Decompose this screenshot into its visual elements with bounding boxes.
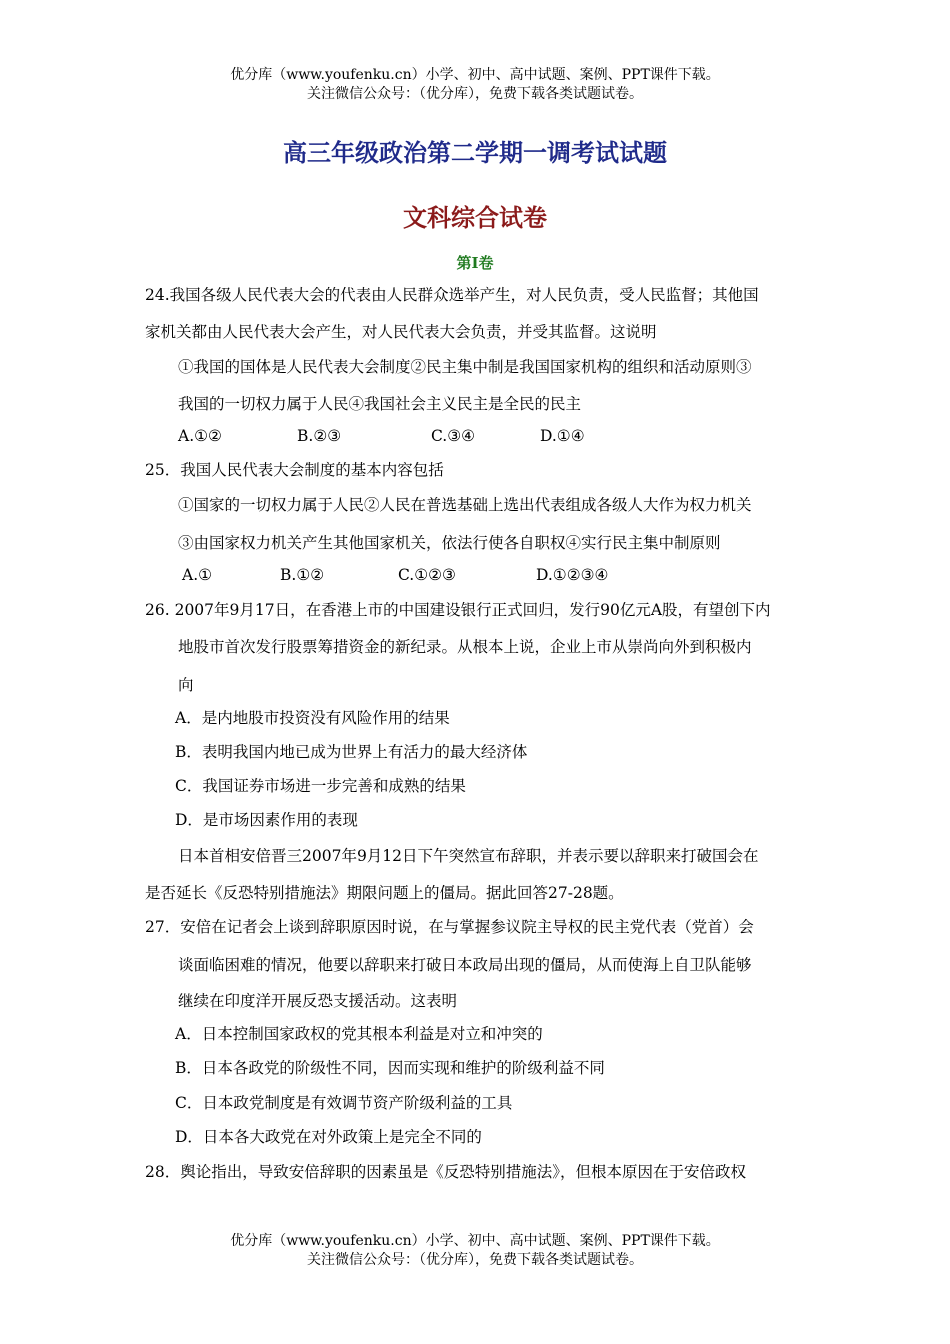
question-26-option-d: D．是市场因素作用的表现 [175,811,358,829]
question-24-option-b: B.②③ [297,427,342,445]
section-heading: 第Ⅰ卷 [456,254,494,272]
page-title: 高三年级政治第二学期一调考试试题 [283,138,667,167]
question-24-option-c: C.③④ [431,427,476,445]
question-27-line-3: 继续在印度洋开展反恐支援活动。这表明 [178,992,458,1010]
question-27-option-a: A．日本控制国家政权的党其根本利益是对立和冲突的 [175,1025,543,1043]
material-line-2: 是否延长《反恐特别措施法》期限问题上的僵局。据此回答27-28题。 [145,884,624,902]
question-26-line-1: 26. 2007年9月17日，在香港上市的中国建设银行正式回归，发行90亿元A股，有望创下内 [145,601,771,619]
question-24-line-1: 24.我国各级人民代表大会的代表由人民群众选举产生，对人民负责，受人民监督；其他国 [145,286,759,304]
question-24-option-d: D.①④ [540,427,585,445]
header-line-1: 优分库（www.youfenku.cn）小学、初中、高中试题、案例、PPT课件下载。 [230,67,720,83]
question-27-option-c: C．日本政党制度是有效调节资产阶级利益的工具 [175,1094,513,1112]
question-24-statement-2: 我国的一切权力属于人民④我国社会主义民主是全民的民主 [178,395,582,413]
question-25-option-c: C.①②③ [398,566,456,584]
question-26-option-b: B．表明我国内地已成为世界上有活力的最大经济体 [175,743,528,761]
question-25-option-a: A.① [182,566,213,584]
question-26-option-c: C．我国证券市场进一步完善和成熟的结果 [175,777,466,795]
page-subtitle: 文科综合试卷 [403,203,547,232]
question-25-statement-1: ①国家的一切权力属于人民②人民在普选基础上选出代表组成各级人大作为权力机关 [178,496,752,514]
question-27-option-b: B．日本各政党的阶级性不同，因而实现和维护的阶级利益不同 [175,1059,605,1077]
question-24-line-2: 家机关都由人民代表大会产生，对人民代表大会负责，并受其监督。这说明 [145,323,657,341]
question-25-option-b: B.①② [280,566,325,584]
question-26-option-a: A．是内地股市投资没有风险作用的结果 [175,709,450,727]
footer-line-2: 关注微信公众号：（优分库），免费下载各类试题试卷。 [307,1252,643,1268]
question-25-line-1: 25．我国人民代表大会制度的基本内容包括 [145,461,444,479]
header-line-2: 关注微信公众号：（优分库），免费下载各类试题试卷。 [307,86,643,102]
question-25-option-d: D.①②③④ [536,566,609,584]
question-27-line-1: 27．安倍在记者会上谈到辞职原因时说，在与掌握参议院主导权的民主党代表（党首）会 [145,918,754,936]
question-27-option-d: D．日本各大政党在对外政策上是完全不同的 [175,1128,482,1146]
footer-line-1: 优分库（www.youfenku.cn）小学、初中、高中试题、案例、PPT课件下载。 [230,1233,720,1249]
material-line-1: 日本首相安倍晋三2007年9月12日下午突然宣布辞职，并表示要以辞职来打破国会在 [178,847,759,865]
question-26-line-3: 向 [178,676,194,694]
question-26-line-2: 地股市首次发行股票筹措资金的新纪录。从根本上说，企业上市从崇尚向外到积极内 [178,638,752,656]
question-24-option-a: A.①② [178,427,222,445]
question-25-statement-2: ③由国家权力机关产生其他国家机关，依法行使各自职权④实行民主集中制原则 [178,534,721,552]
question-28-line-1: 28．舆论指出，导致安倍辞职的因素虽是《反恐特别措施法》，但根本原因在于安倍政权 [145,1163,746,1181]
question-24-statement-1: ①我国的国体是人民代表大会制度②民主集中制是我国国家机构的组织和活动原则③ [178,358,752,376]
question-27-line-2: 谈面临困难的情况，他要以辞职来打破日本政局出现的僵局，从而使海上自卫队能够 [178,956,752,974]
